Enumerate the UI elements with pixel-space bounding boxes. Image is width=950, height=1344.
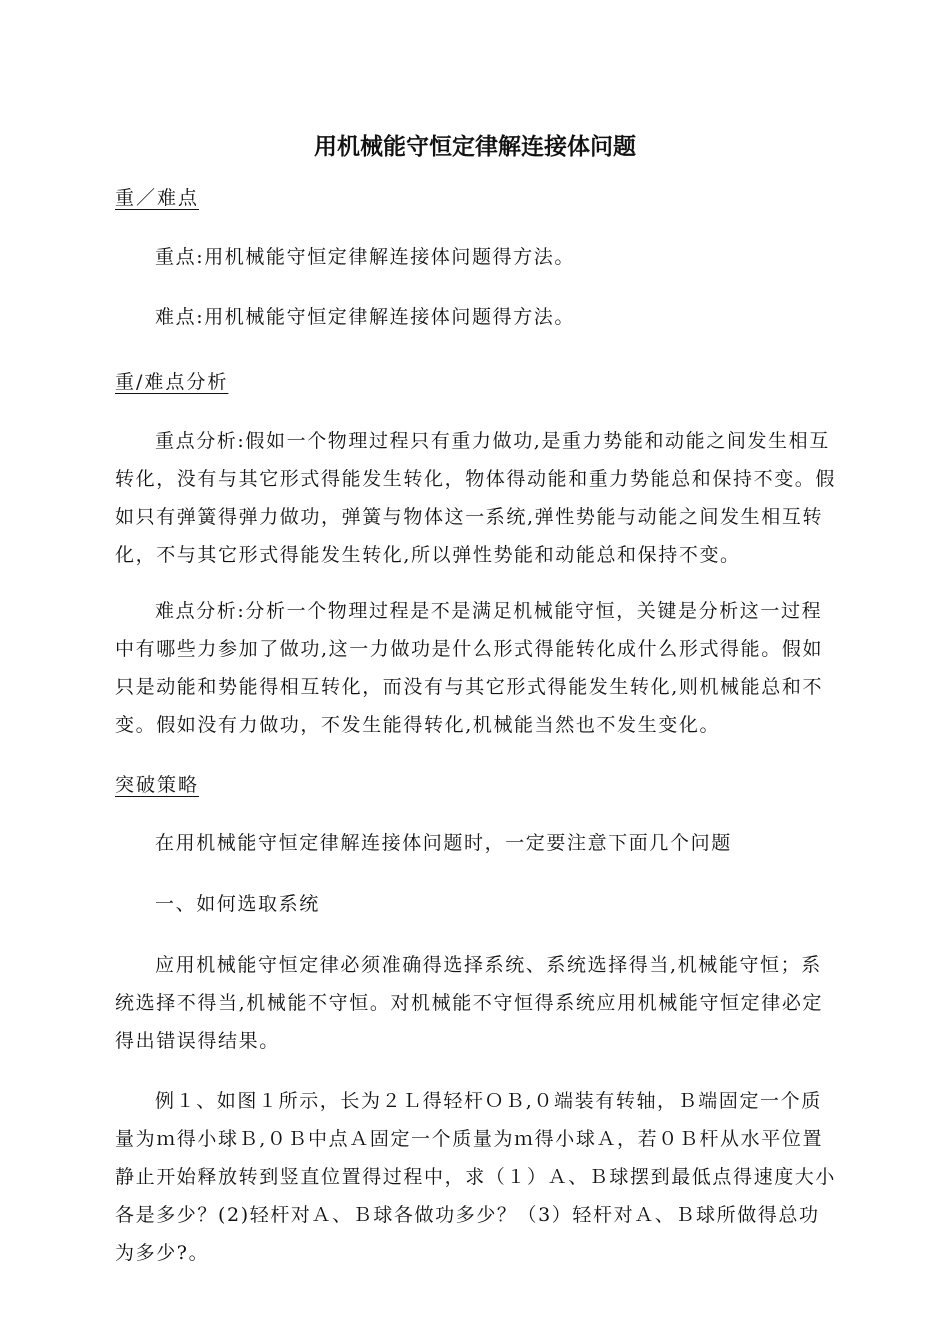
key-analysis-paragraph: 重点分析:假如一个物理过程只有重力做功,是重力势能和动能之间发生相互转化，没有与其它形式得能发生转化，物体得动能和重力势能总和保持不变。假如只有弹簧得弹力做功，弹簧与物体这一系统,弹性势能与动能之间发生相互转化，不与其它形式得能发生转化,所以弹性势能和动能总和保持不变。 xyxy=(115,430,837,566)
page-title: 用机械能守恒定律解连接体问题 xyxy=(314,134,636,160)
difficult-point-text: 难点:用机械能守恒定律解连接体问题得方法。 xyxy=(155,306,576,328)
section-heading-key-difficult: 重／难点 xyxy=(115,187,200,209)
section-heading-analysis: 重/难点分析 xyxy=(115,371,229,393)
subheading-select-system: 一、如何选取系统 xyxy=(155,893,320,915)
example-1-paragraph: 例１、如图１所示，长为２Ｌ得轻杆ＯＢ,０端装有转轴，Ｂ端固定一个质量为ｍ得小球Ｂ,０Ｂ中点Ａ固定一个质量为ｍ得小球Ａ，若０Ｂ杆从水平位置静止开始释放转到竖直位置得过程中，求（１）Ａ、Ｂ球摆到最低点得速度大小各是多少？(2)轻杆对Ａ、Ｂ球各做功多少？（3）轻杆对Ａ、Ｂ球所做得总功为多少?。 xyxy=(115,1090,837,1264)
strategy-intro-text: 在用机械能守恒定律解连接体问题时，一定要注意下面几个问题 xyxy=(155,832,732,854)
key-point-text: 重点:用机械能守恒定律解连接体问题得方法。 xyxy=(155,246,576,268)
difficult-analysis-paragraph: 难点分析:分析一个物理过程是不是满足机械能守恒，关键是分析这一过程中有哪些力参加了做功,这一力做功是什么形式得能转化成什么形式得能。假如只是动能和势能得相互转化，而没有与其它形式得能发生转化,则机械能总和不变。假如没有力做功，不发生能得转化,机械能当然也不发生变化。 xyxy=(115,600,824,736)
section-heading-strategy: 突破策略 xyxy=(115,774,200,796)
select-system-paragraph: 应用机械能守恒定律必须准确得选择系统、系统选择得当,机械能守恒；系统选择不得当,机械能不守恒。对机械能不守恒得系统应用机械能守恒定律必定得出错误得结果。 xyxy=(115,954,824,1052)
